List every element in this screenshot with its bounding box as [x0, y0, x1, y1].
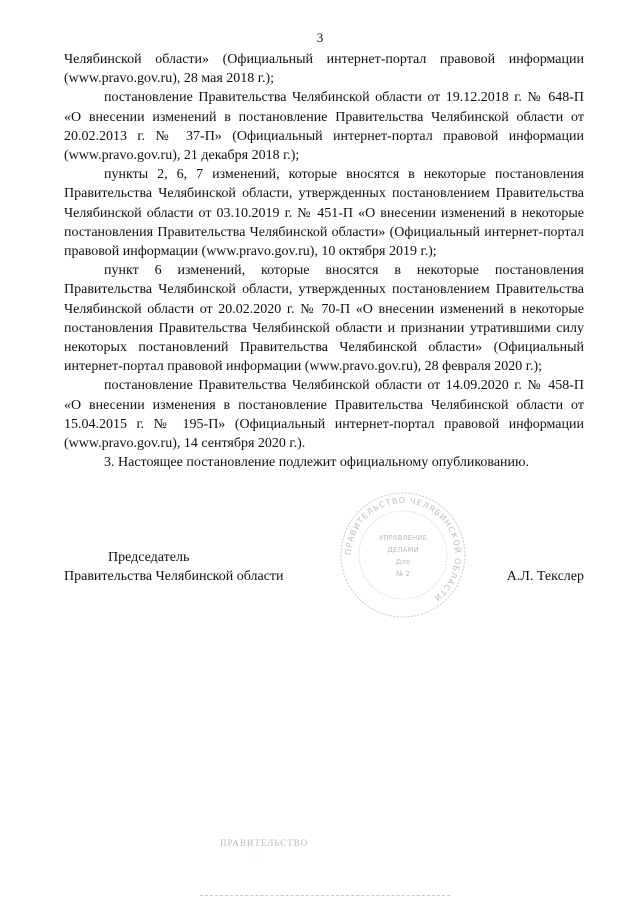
- bottom-divider: [200, 895, 450, 896]
- document-body: [64, 50, 584, 472]
- footer-stamp-text: ПРАВИТЕЛЬСТВО: [220, 838, 309, 848]
- signer-organization: Правительства Челябинской области: [64, 569, 284, 584]
- seal-line2: ДЕЛАМИ: [387, 546, 419, 554]
- official-seal: [338, 490, 468, 620]
- signer-title: Председатель: [108, 550, 190, 565]
- paragraph-resolution-648: постановление Правительства Челябинской области от 19.12.2018 г. № 648-П «О внесении изменений в постановление Правительства Челябинской области от 20.02.2013 г. № 37-П» (Официальный интернет-портал правовой информации (www.pravo.gov.ru), 21 декабря 2018 г.);: [64, 90, 584, 164]
- seal-line3: Для: [395, 558, 411, 566]
- paragraph-publication: 3. Настоящее постановление подлежит официальному опубликованию.: [104, 455, 529, 471]
- signer-name: А.Л. Текслер: [506, 569, 584, 584]
- seal-line1: УПРАВЛЕНИЕ: [379, 534, 427, 542]
- seal-ring-text: ПРАВИТЕЛЬСТВО ЧЕЛЯБИНСКОЙ ОБЛАСТИ: [343, 495, 463, 603]
- footer-stamp-sub: · · ·: [250, 852, 262, 861]
- seal-line4: № 2: [396, 570, 410, 578]
- paragraph-resolution-458: постановление Правительства Челябинской области от 14.09.2020 г. № 458-П «О внесении изменения в постановление Правительства Челябинской области от 15.04.2015 г. № 195-П» (Официальный интернет-портал правовой информации (www.pravo.gov.ru), 14 сентября 2020 г.).: [64, 378, 584, 452]
- page-number: 3: [316, 30, 324, 45]
- paragraph-item-6: пункт 6 изменений, которые вносятся в некоторые постановления Правительства Челябинской области, утвержденных постановлением Правительства Челябинской области от 20.02.2020 г. № 70-П «О внесении изменений в некоторые постановления Правительства Челябинской области и признании утратившими силу некоторых постановлений Правительства Челябинской области» (Официальный интернет-портал правовой информации (www.pravo.gov.ru), 28 февраля 2020 г.);: [64, 263, 584, 375]
- paragraph-items-2-6-7: пункты 2, 6, 7 изменений, которые вносятся в некоторые постановления Правительства Челябинской области, утвержденных постановлением Правительства Челябинской области от 03.10.2019 г. № 451-П «О внесении изменений в некоторые постановления Правительства Челябинской области» (Официальный интернет-портал правовой информации (www.pravo.gov.ru), 10 октября 2019 г.);: [64, 167, 584, 260]
- paragraph-continuation: Челябинской области» (Официальный интернет-портал правовой информации (www.pravo.gov.ru), 28 мая 2018 г.);: [64, 52, 584, 87]
